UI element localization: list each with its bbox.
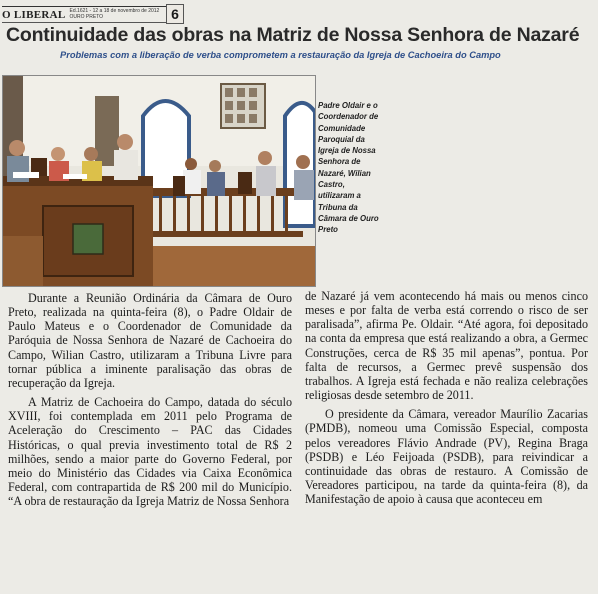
masthead-edition: Ed.1621 - 12 a 18 de novembro de 2012 bbox=[69, 8, 160, 14]
paragraph: O presidente da Câmara, vereador Maurílio Zacarias (PMDB), nomeou uma Comissão Especial, composta pelos vereadores Flávio Andrade (PV), Regina Braga (PSDB) e Léo Feijoada (PSDB), para reivindicar a continuidade das obras de restauro. A Comissão de Vereadores participou, na tarde da quinta-feira (8), da Manifestação de apoio à causa que aconteceu em bbox=[305, 407, 588, 507]
article-headline: Continuidade das obras na Matriz de Nossa Senhora de Nazaré bbox=[6, 24, 580, 46]
masthead-city: OURO PRETO bbox=[69, 13, 104, 20]
page-number: 6 bbox=[166, 4, 184, 24]
article-column-1 bbox=[8, 291, 292, 508]
paragraph: de Nazaré já vem acontecendo há mais ou menos cinco meses e por falta de verba está correndo o risco de ser paralisada”, afirma Pe. Oldair. “Até agora, foi depositado na conta da empresa que está realizando a obra, a Germec Construções, cerca de R$ 35 mil apenas”, pontua. Por falta de recursos, a Germec prevê suspensão dos trabalhos. A Igreja está fechada e não realiza celebrações religiosas desde setembro de 2011. bbox=[305, 289, 588, 403]
masthead-info bbox=[70, 9, 160, 20]
paragraph: Durante a Reunião Ordinária da Câmara de Ouro Preto, realizada na quinta-feira (8), o Padre Oldair de Paulo Mateus e o Coordenador de Comunidade da Paróquia de Nossa Senhora de Nazaré de Cachoeira do Campo, Wilian Castro, utilizaram a Tribuna Livre para tornar pública a iminente paralisação das obras de recuperação da Igreja. bbox=[8, 291, 292, 390]
council-chamber-photo bbox=[3, 76, 315, 286]
masthead-logo: O LIBERAL bbox=[2, 8, 66, 21]
article-column-2 bbox=[305, 289, 588, 506]
photo-caption: Padre Oldair e o Coordenador de Comunidade Paroquial da Igreja de Nossa Senhora de Nazaré, Wilian Castro, utilizaram a Tribuna da Câmara de Ouro Preto bbox=[318, 101, 379, 235]
paragraph: A Matriz de Cachoeira do Campo, datada do século XVIII, foi contemplada em 2011 pelo Programa de Aceleração do Crescimento – PAC das Cidades Históricas, o qual previa investimento total de R$ 2 milhões, sendo a maior parte do Governo Federal, por meio do Ministério das Cidades via Caixa Econômica Federal, com contrapartida de R$ 200 mil do Município. “A obra de restauração da Igreja Matriz de Nossa Senhora bbox=[8, 395, 292, 509]
article-photo bbox=[2, 75, 316, 287]
masthead bbox=[2, 6, 184, 23]
article-subheadline: Problemas com a liberação de verba comprometem a restauração da Igreja de Cachoeira do Campo bbox=[60, 50, 501, 60]
